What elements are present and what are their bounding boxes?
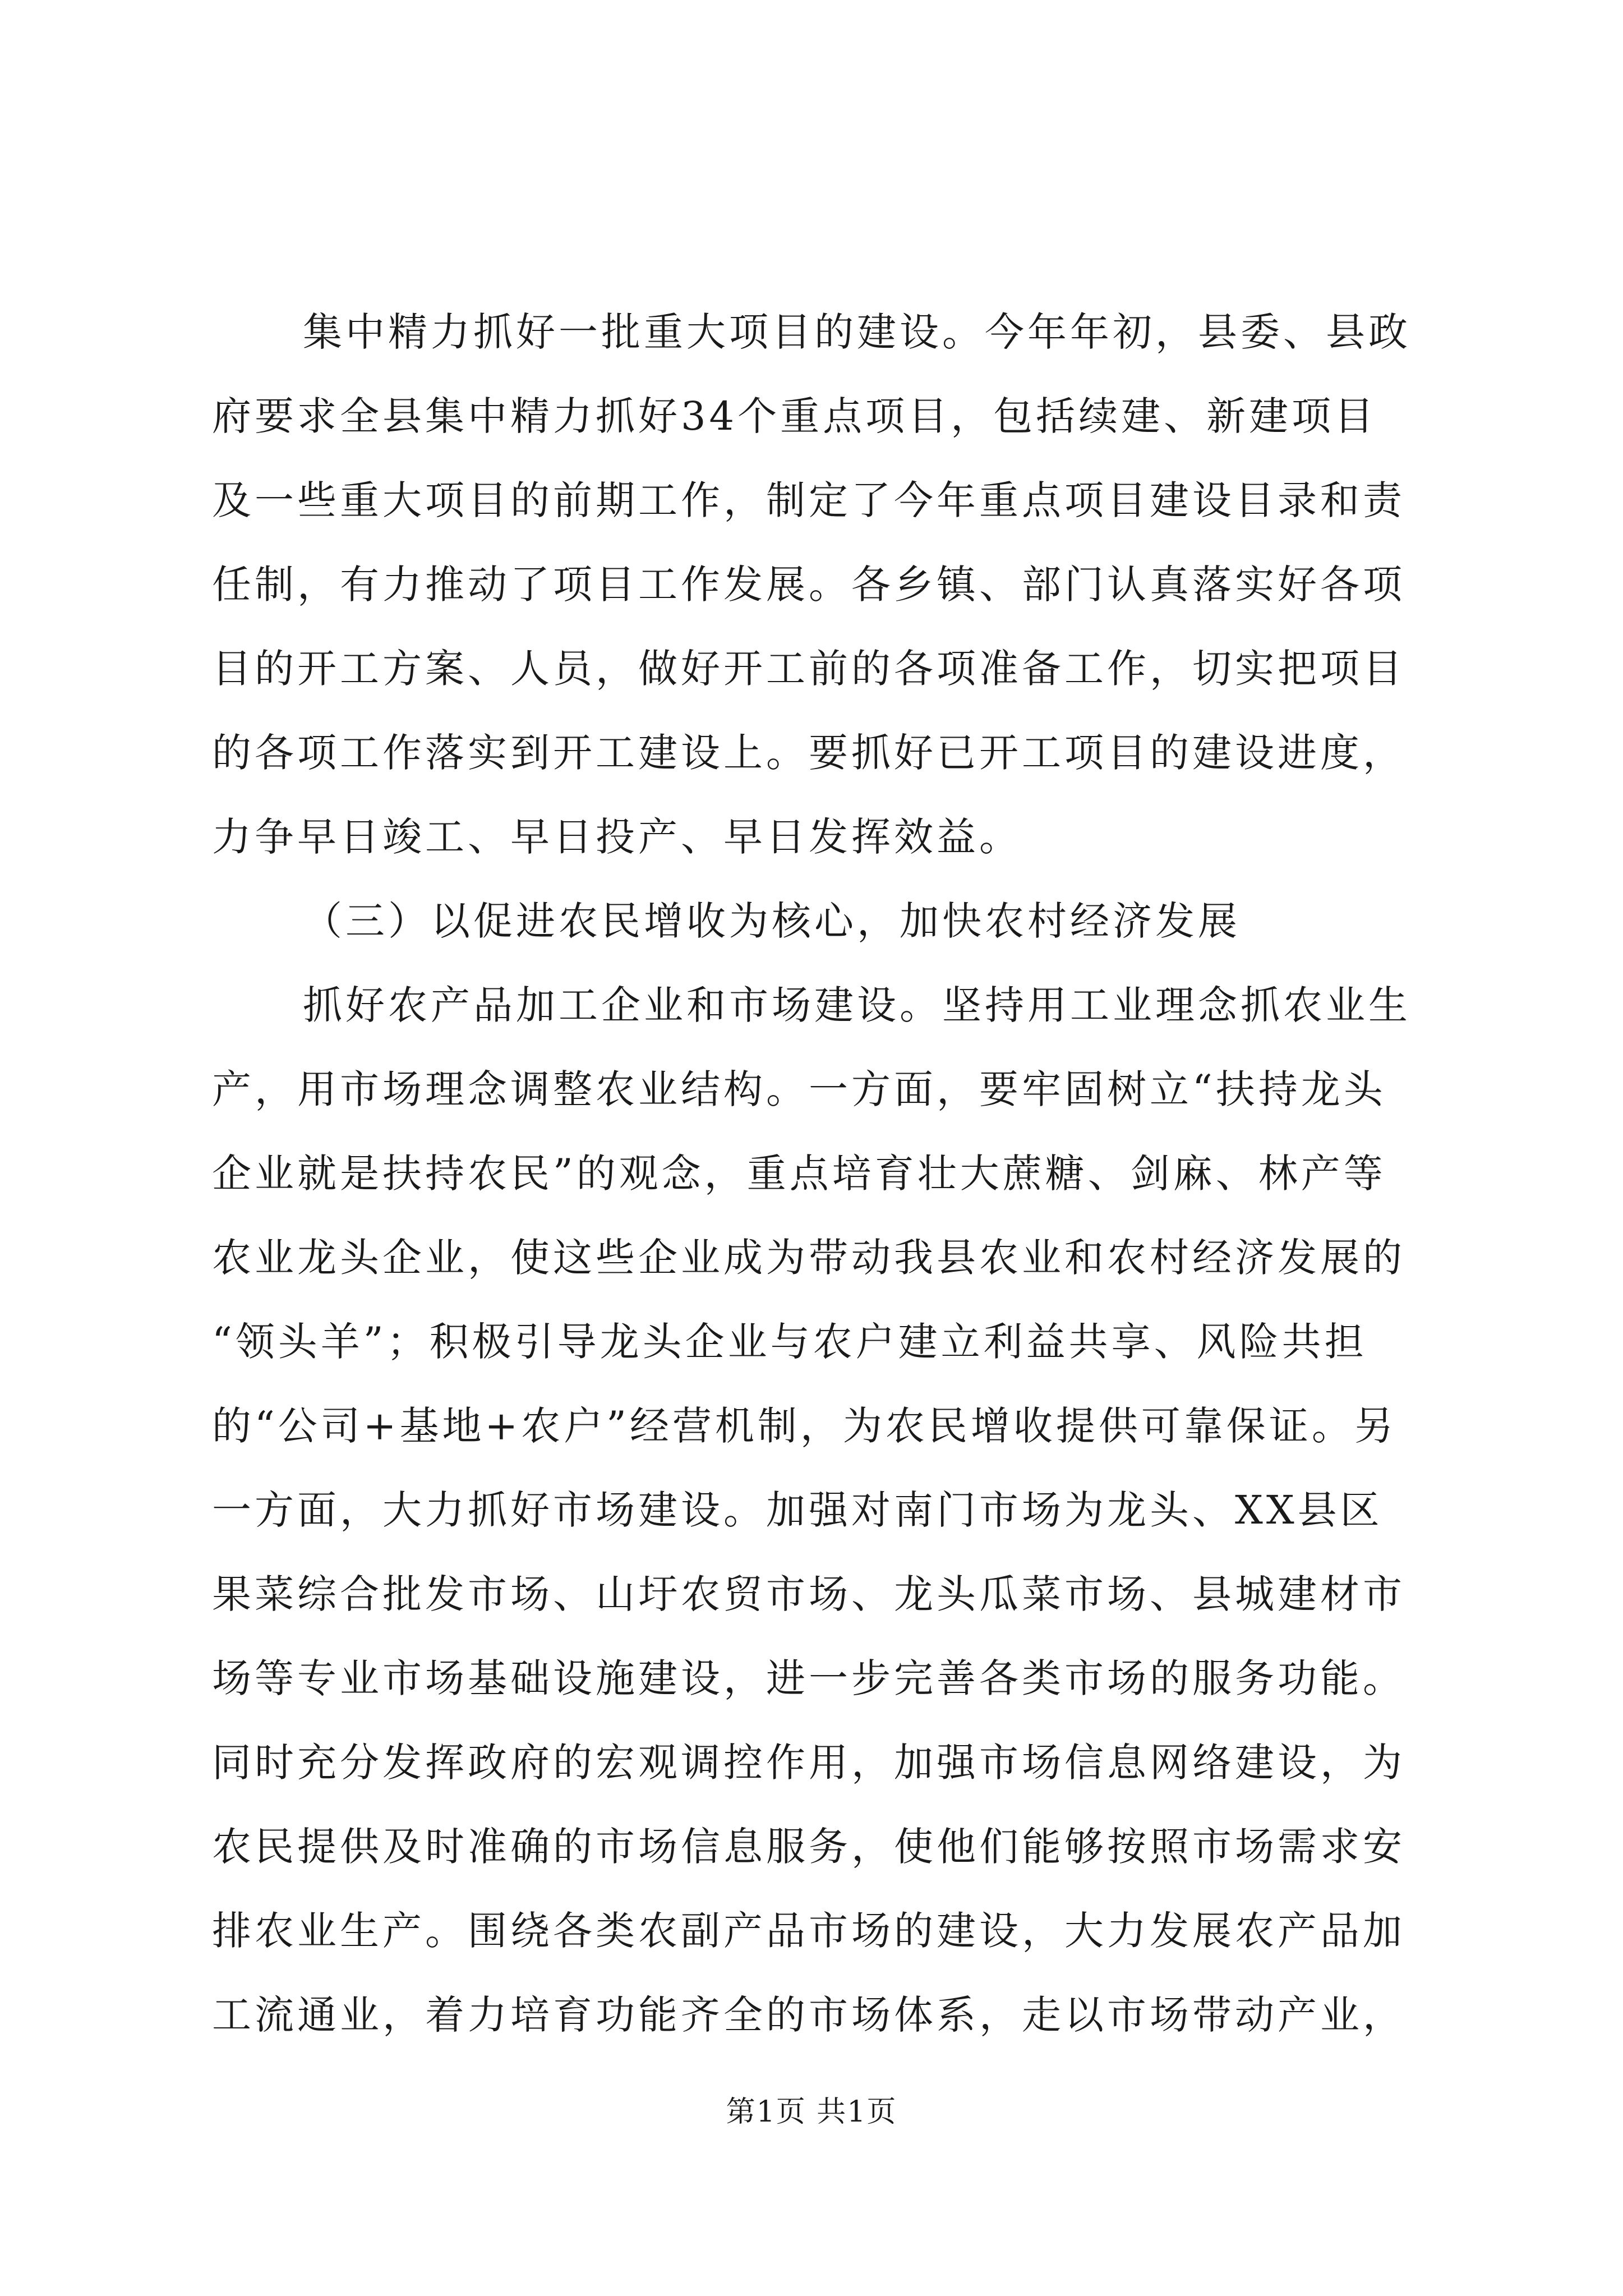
text-line: 场等专业市场基础设施建设，进一步完善各类市场的服务功能。 [212, 1655, 1405, 1701]
text-line: 的“公司+基地+农户”经营机制，为农民增收提供可靠保证。另 [212, 1403, 1397, 1449]
text-line: 产，用市场理念调整农业结构。一方面，要牢固树立“扶持龙头 [212, 1066, 1386, 1112]
text-line: 同时充分发挥政府的宏观调控作用，加强市场信息网络建设，为 [212, 1740, 1405, 1786]
text-line: 及一些重大项目的前期工作，制定了今年重点项目建设目录和责 [212, 477, 1405, 523]
section-heading: （三）以促进农民增收为核心，加快农村经济发展 [303, 898, 1241, 944]
text-line: 力争早日竣工、早日投产、早日发挥效益。 [212, 814, 1022, 860]
text-line: 工流通业，着力培育功能齐全的市场体系，走以市场带动产业， [212, 1992, 1405, 2038]
text-line: 目的开工方案、人员，做好开工前的各项准备工作，切实把项目 [212, 646, 1405, 692]
text-line: 农民提供及时准确的市场信息服务，使他们能够按照市场需求安 [212, 1824, 1405, 1870]
text-line: 果菜综合批发市场、山圩农贸市场、龙头瓜菜市场、县城建材市 [212, 1571, 1405, 1617]
text-line: 集中精力抓好一批重大项目的建设。今年年初，县委、县政 [303, 309, 1411, 355]
text-line: 任制，有力推动了项目工作发展。各乡镇、部门认真落实好各项 [212, 562, 1405, 608]
text-line: 企业就是扶持农民”的观念，重点培育壮大蔗糖、剑麻、林产等 [212, 1151, 1386, 1197]
text-line: 农业龙头企业，使这些企业成为带动我县农业和农村经济发展的 [212, 1235, 1405, 1281]
text-line: 抓好农产品加工企业和市场建设。坚持用工业理念抓农业生 [303, 982, 1411, 1028]
page-footer: 第1页 共1页 [726, 2095, 897, 2129]
text-line: 一方面，大力抓好市场建设。加强对南门市场为龙头、XX县区 [212, 1487, 1383, 1533]
text-line: 排农业生产。围绕各类农副产品市场的建设，大力发展农产品加 [212, 1908, 1405, 1954]
text-line: 的各项工作落实到开工建设上。要抓好已开工项目的建设进度， [212, 730, 1405, 776]
text-line: “领头羊”；积极引导龙头企业与农户建立利益共享、风险共担 [212, 1319, 1367, 1365]
text-line: 府要求全县集中精力抓好34个重点项目，包括续建、新建项目 [212, 393, 1377, 439]
